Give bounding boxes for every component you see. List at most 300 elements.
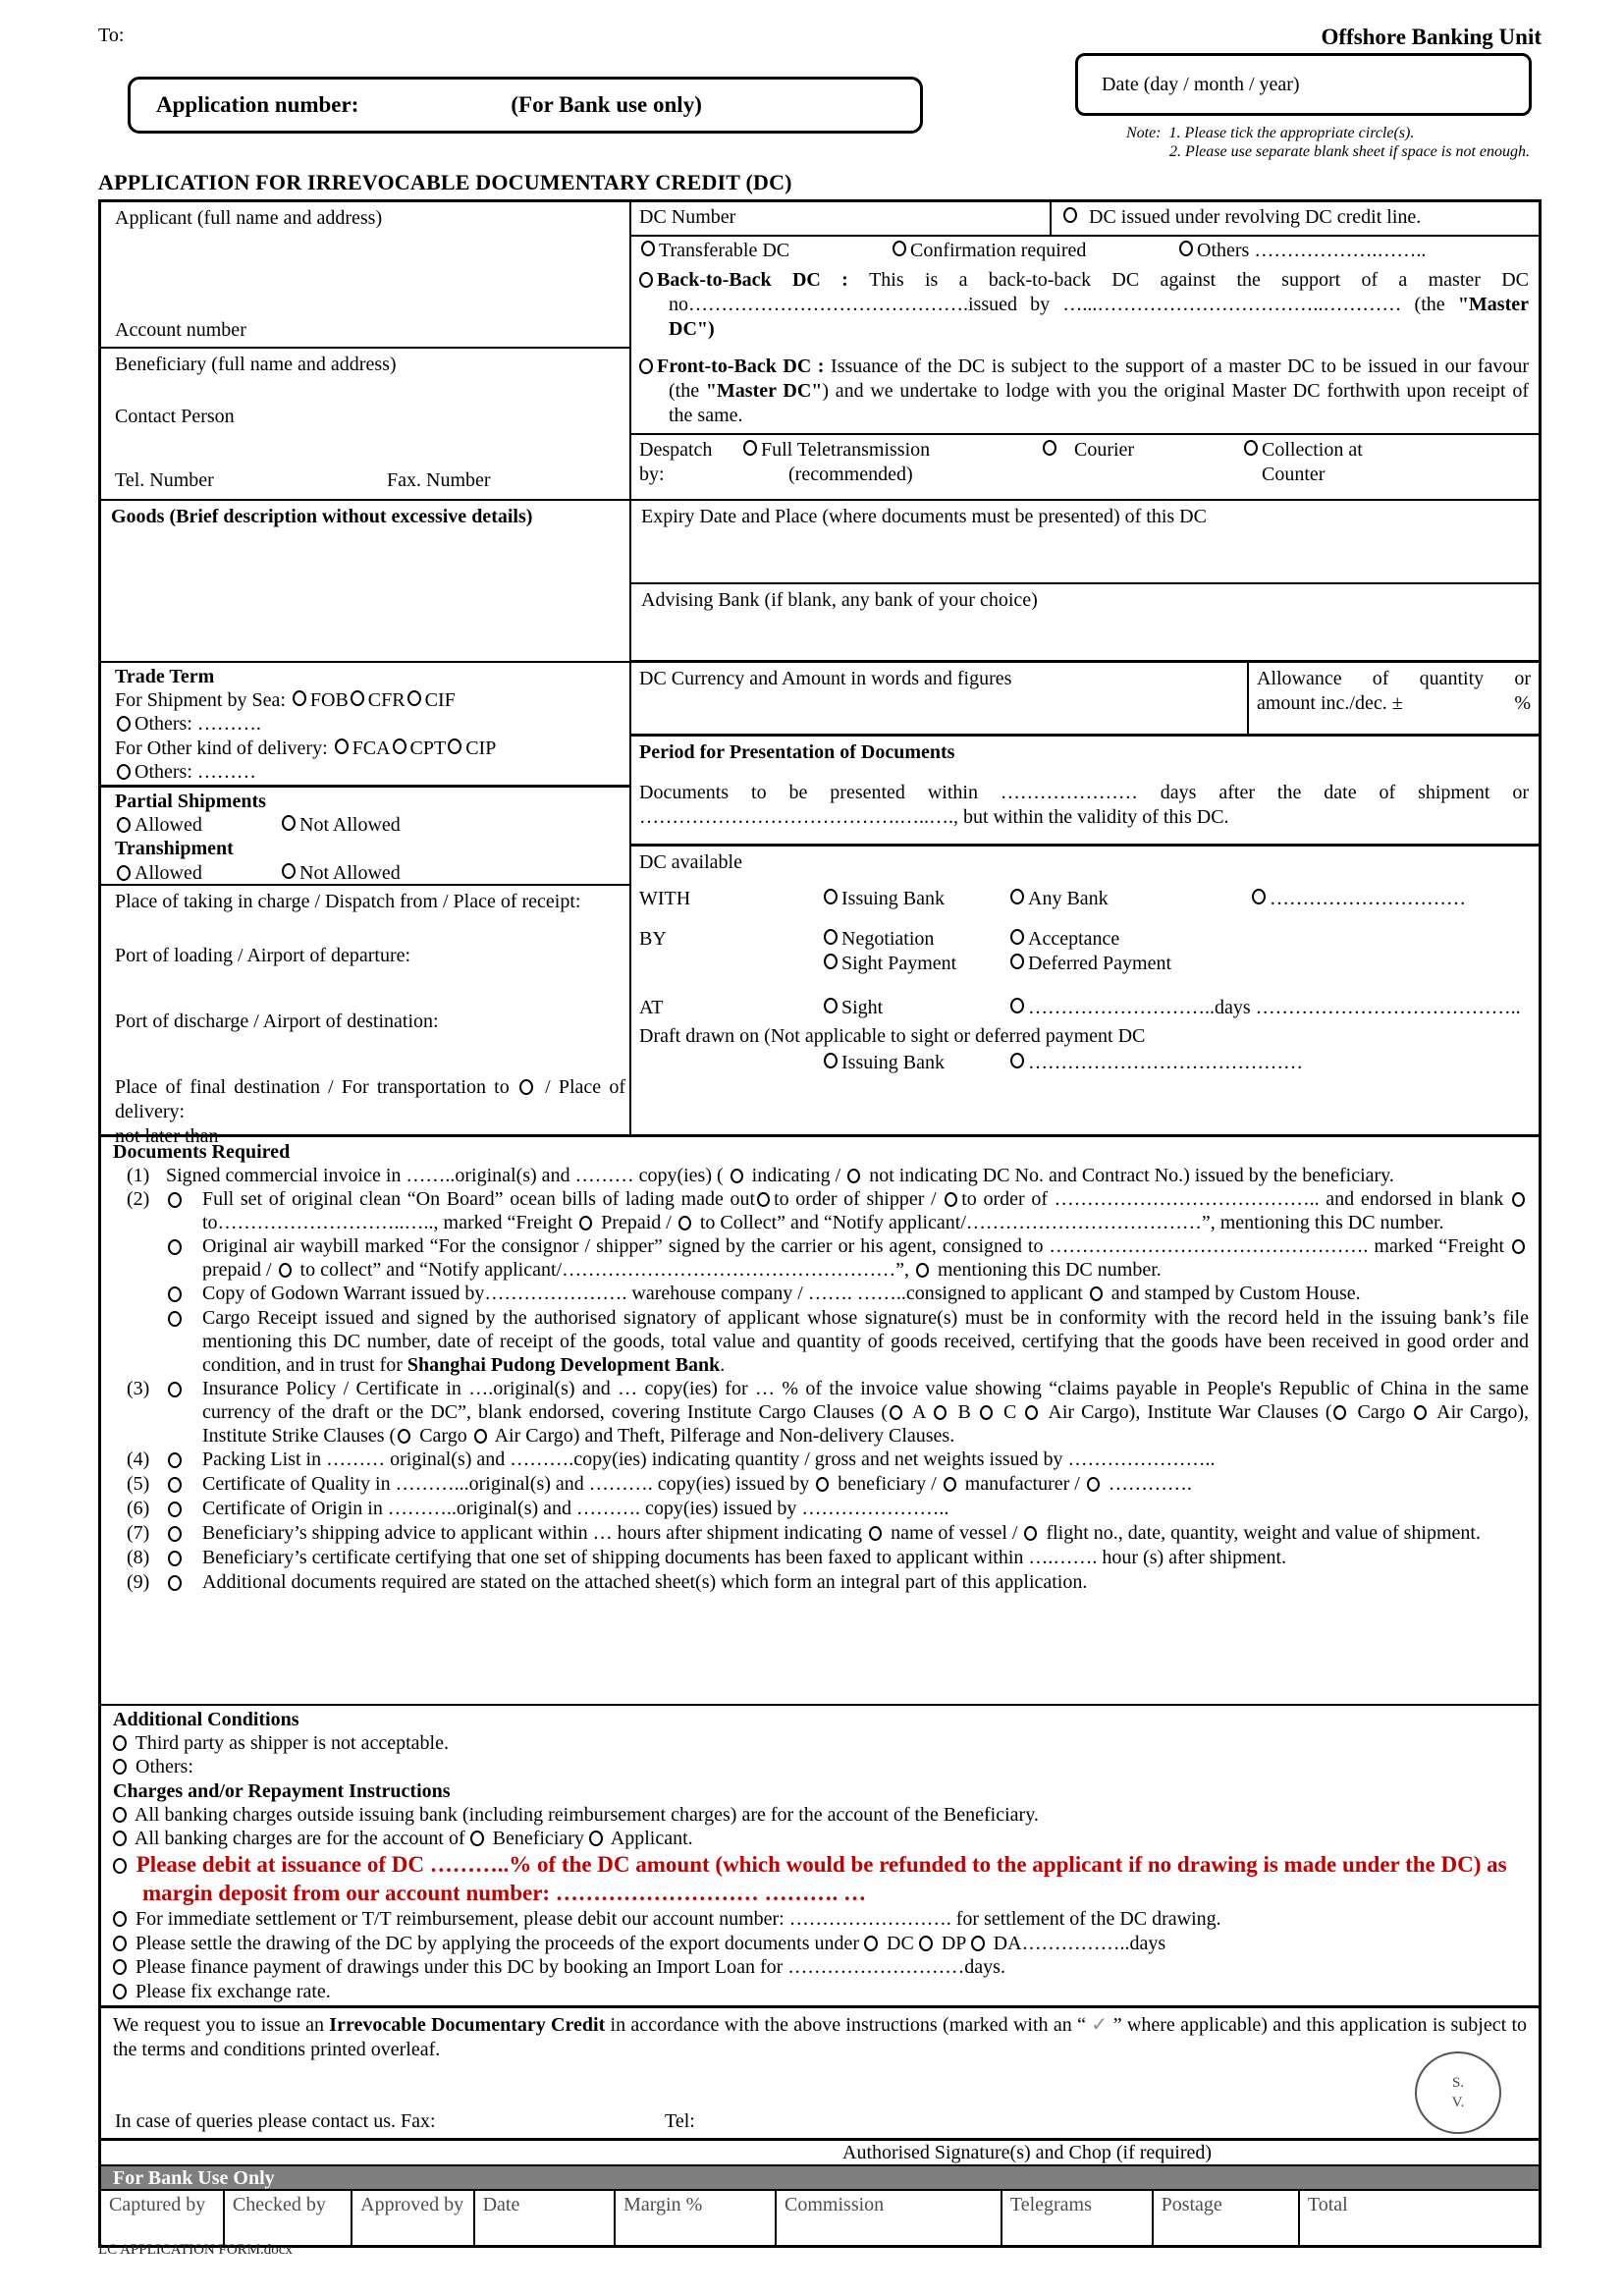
doc-item-circle[interactable] xyxy=(166,1546,202,1570)
text-segment: Please debit at issuance of DC ………..% of the DC amount (which would be refunded to the applicant if no drawing is made under the DC) as margin deposit from our account number: ……………………… ………. … xyxy=(131,1851,1507,1905)
dc-number-field[interactable]: DC Number xyxy=(631,202,1052,235)
tick-circle-icon[interactable] xyxy=(113,1936,127,1951)
option-by-deferred-payment[interactable] xyxy=(1008,952,1171,976)
other-delivery-row xyxy=(115,737,622,760)
period-title: Period for Presentation of Documents xyxy=(639,740,955,763)
doc-item-number: (6) xyxy=(127,1497,150,1519)
places-cell[interactable] xyxy=(101,886,629,1147)
fax-number-label: Fax. Number xyxy=(387,468,491,491)
tick-circle-icon[interactable] xyxy=(1043,440,1056,456)
tick-circle-icon[interactable] xyxy=(731,1169,743,1183)
tick-circle-icon[interactable] xyxy=(168,1477,182,1493)
tick-circle-icon[interactable] xyxy=(168,1526,182,1542)
text-segment: Applicant. xyxy=(606,1828,693,1850)
option-label: Not Allowed xyxy=(299,813,401,836)
tick-circle-icon[interactable] xyxy=(113,1959,127,1975)
tick-circle-icon[interactable] xyxy=(117,817,131,833)
draft-options-row xyxy=(822,1051,1529,1075)
additional-conditions-title: Additional Conditions xyxy=(113,1708,299,1730)
tick-circle-icon[interactable] xyxy=(1252,889,1266,904)
middle-right-column xyxy=(631,501,1539,1134)
text-segment: flight no., date, quantity, weight and value of shipment. xyxy=(1041,1521,1481,1544)
contact-tel-label[interactable]: Tel: xyxy=(665,2109,695,2132)
doc-item-circle[interactable] xyxy=(166,1234,202,1259)
bank-col-approved-by[interactable]: Approved by xyxy=(352,2191,474,2245)
documents-required-section xyxy=(101,1134,1539,1704)
option-label: ………………………..days ………………………………….. xyxy=(1028,996,1521,1018)
by-column-1 xyxy=(822,927,1008,976)
option-margin-deposit[interactable] xyxy=(113,1851,1529,1908)
tick-circle-icon[interactable] xyxy=(971,1936,985,1951)
option-label xyxy=(761,438,930,487)
option-label: Negotiation xyxy=(841,927,935,950)
text-segment: Beneficiary xyxy=(487,1828,589,1850)
tick-circle-icon[interactable] xyxy=(1512,1192,1525,1207)
option-label: Confirmation required xyxy=(910,239,1087,261)
revolving-label: DC issued under revolving DC credit line. xyxy=(1089,205,1422,228)
tick-circle-icon[interactable] xyxy=(113,1759,127,1775)
tick-circle-icon[interactable] xyxy=(743,440,757,456)
trade-term-cell xyxy=(101,663,629,788)
bank-use-only-bar xyxy=(101,2164,1539,2189)
tick-circle-icon[interactable] xyxy=(398,1429,410,1444)
option-cfr[interactable] xyxy=(349,688,406,712)
tick-circle-icon[interactable] xyxy=(945,1192,957,1207)
tick-circle-icon[interactable] xyxy=(168,1551,182,1566)
doc-item-9 xyxy=(127,1570,1529,1595)
header-boxes xyxy=(98,57,1542,167)
trade-term-title: Trade Term xyxy=(115,665,215,687)
doc-item-godown xyxy=(127,1282,1529,1306)
option-with-any-bank[interactable] xyxy=(1008,887,1250,911)
doc-item-text xyxy=(202,1570,1529,1594)
tick-circle-icon[interactable] xyxy=(113,1984,127,1999)
text-segment: Copy of Godown Warrant issued by…………………. warehouse company / ……. ……..consigned to applicant xyxy=(202,1282,1088,1304)
currency-amount-cell[interactable] xyxy=(631,663,1249,734)
dc-flags-row xyxy=(631,237,1539,266)
option-fca[interactable] xyxy=(333,737,391,760)
option-cip[interactable] xyxy=(446,737,496,760)
tick-circle-icon[interactable] xyxy=(1244,440,1258,456)
option-label: Not Allowed xyxy=(299,861,401,884)
period-cell xyxy=(631,737,1539,847)
doc-item-text xyxy=(166,1164,1529,1187)
tick-circle-icon[interactable] xyxy=(168,1575,182,1591)
tick-circle-icon[interactable] xyxy=(117,865,131,881)
text-segment: DA……………..days xyxy=(988,1932,1166,1954)
text-segment: Insurance Policy / Certificate in ….original(s) and … copy(ies) for … % of the invoice value showing “claims payable in People's Republic of China in the same currency of the draft or the DC”, blank endorsed, covering Institute Cargo Clauses ( xyxy=(202,1377,1529,1423)
tick-circle-icon[interactable] xyxy=(757,1192,770,1207)
option-cpt[interactable] xyxy=(391,737,447,760)
back-to-back-paragraph xyxy=(631,266,1539,353)
text-segment: Signed commercial invoice in ……..original(s) and ……… copy(ies) ( xyxy=(166,1164,729,1186)
top-bar xyxy=(98,24,1542,57)
doc-item-circle[interactable] xyxy=(166,1570,202,1595)
note-label: Note: xyxy=(1125,125,1162,141)
text-segment: DP xyxy=(936,1932,971,1954)
tick-circle-icon[interactable] xyxy=(113,1735,127,1751)
goods-cell[interactable] xyxy=(101,501,629,663)
text-segment: Cargo Receipt issued and signed by the authorised signatory of applicant whose signature(s) must be in conformity with the record held in the issuing bank’s file mentioning this DC number, date of receipt of the goods, total value and quantity of goods received, certifying that the goods have been received in good order and condition, and in trust for xyxy=(202,1306,1529,1376)
option-partial-not-allowed[interactable] xyxy=(280,813,401,837)
option-courier[interactable] xyxy=(1041,438,1242,499)
tick-circle-icon[interactable] xyxy=(1179,241,1193,256)
tick-circle-icon[interactable] xyxy=(1063,207,1077,223)
text-segment: Shanghai Pudong Development Bank xyxy=(406,1353,721,1376)
option-fix-exchange-rate[interactable] xyxy=(113,1980,1529,2003)
option-label: CIF xyxy=(424,688,456,711)
tick-circle-icon[interactable] xyxy=(335,738,349,754)
option-at-sight[interactable] xyxy=(822,996,1008,1020)
tick-circle-icon[interactable] xyxy=(519,1079,533,1095)
top-left-column xyxy=(101,202,631,499)
sv-stamp-circle xyxy=(1415,2051,1501,2134)
at-row xyxy=(639,996,1529,1020)
tick-circle-icon[interactable] xyxy=(824,998,838,1013)
tick-circle-icon[interactable] xyxy=(919,1936,933,1951)
doc-item-6 xyxy=(127,1497,1529,1521)
text-segment: Third party as shipper is not acceptable. xyxy=(131,1731,449,1754)
doc-item-text xyxy=(202,1234,1529,1282)
doc-item-circle[interactable] xyxy=(166,1187,202,1212)
expiry-cell[interactable] xyxy=(631,501,1539,584)
option-label: CPT xyxy=(409,737,447,759)
text-segment: This is a back-to-back DC against the support of a master DC no…………………………………….issued by …...……………………………..………… (the xyxy=(669,268,1529,315)
tick-circle-icon[interactable] xyxy=(448,738,461,754)
tick-circle-icon[interactable] xyxy=(1010,998,1024,1013)
request-paragraph xyxy=(113,2013,1527,2062)
tick-circle-icon[interactable] xyxy=(639,358,653,374)
draft-drawn-label: Draft drawn on (Not applicable to sight or deferred payment DC xyxy=(639,1024,1146,1047)
option-others-condition[interactable] xyxy=(113,1755,1529,1778)
doc-item-text xyxy=(202,1546,1529,1569)
date-label: Date (day / month / year) xyxy=(1102,73,1300,95)
contact-fax-label[interactable]: In case of queries please contact us. Fax: xyxy=(115,2109,436,2132)
text-segment: mentioning this DC number. xyxy=(932,1258,1162,1281)
doc-item-circle[interactable] xyxy=(166,1521,202,1546)
tick-circle-icon[interactable] xyxy=(407,690,421,706)
bank-col-captured-by[interactable]: Captured by xyxy=(101,2191,225,2245)
bank-col-telegrams[interactable]: Telegrams xyxy=(1002,2191,1154,2245)
tick-circle-icon[interactable] xyxy=(168,1502,182,1517)
tick-circle-icon[interactable] xyxy=(117,716,131,732)
option-full-teletransmission[interactable] xyxy=(741,438,1041,499)
by-label: BY xyxy=(639,927,667,950)
revolving-option[interactable] xyxy=(1052,202,1539,235)
text-segment: Air Cargo) and Theft, Pilferage and Non-delivery Clauses. xyxy=(490,1424,955,1447)
option-transferable-dc[interactable] xyxy=(639,239,891,266)
text-segment: Cargo xyxy=(1350,1400,1413,1423)
top-right-column xyxy=(631,202,1539,499)
to-label: To: xyxy=(98,25,125,46)
tick-circle-icon[interactable] xyxy=(944,1477,956,1492)
currency-label: DC Currency and Amount in words and figures xyxy=(639,667,1012,689)
allowance-line1: Allowance of quantity or xyxy=(1257,667,1531,689)
option-at-days[interactable] xyxy=(1008,996,1521,1020)
option-confirmation-required[interactable] xyxy=(891,239,1177,266)
account-number-label: Account number xyxy=(115,318,246,341)
option-draft-issuing-bank[interactable] xyxy=(822,1051,1008,1075)
bank-col-total[interactable]: Total xyxy=(1307,2193,1348,2215)
applicant-cell[interactable] xyxy=(101,202,629,349)
doc-item-circle[interactable] xyxy=(166,1448,202,1472)
tick-circle-icon[interactable] xyxy=(1025,1405,1038,1420)
text-segment: to collect” and “Notify applicant/……………………………………………”, xyxy=(295,1258,914,1281)
tick-circle-icon[interactable] xyxy=(916,1263,929,1278)
option-label: Acceptance xyxy=(1028,927,1120,950)
tick-circle-icon[interactable] xyxy=(168,1452,182,1468)
tick-circle-icon[interactable] xyxy=(117,764,131,780)
option-import-loan[interactable] xyxy=(113,1955,1529,1979)
date-box[interactable] xyxy=(1075,53,1532,116)
tick-circle-icon[interactable] xyxy=(470,1831,484,1846)
tick-circle-icon[interactable] xyxy=(893,241,906,256)
dc-available-title: DC available xyxy=(639,850,742,873)
partial-shipments-title: Partial Shipments xyxy=(115,790,266,812)
tick-circle-icon[interactable] xyxy=(824,954,838,969)
despatch-label-line2: by: xyxy=(639,463,665,485)
doc-item-circle[interactable] xyxy=(166,1497,202,1521)
despatch-label-line1: Despatch xyxy=(639,438,713,461)
tick-circle-icon[interactable] xyxy=(1414,1405,1427,1420)
text-segment: All banking charges outside issuing bank (including reimbursement charges) are for the account of the Beneficiary. xyxy=(131,1804,1039,1827)
tick-circle-icon[interactable] xyxy=(639,272,653,288)
doc-item-4 xyxy=(127,1448,1529,1472)
tick-circle-icon[interactable] xyxy=(641,241,655,256)
tick-circle-icon[interactable] xyxy=(816,1477,829,1492)
text-segment: Packing List in ……… original(s) and ……….copy(ies) indicating quantity / gross and net weights issued by ………………….. xyxy=(202,1448,1216,1470)
doc-item-text xyxy=(202,1472,1529,1496)
option-charges-outside[interactable] xyxy=(113,1803,1529,1827)
doc-item-number: (2) xyxy=(127,1187,150,1210)
tick-circle-icon[interactable] xyxy=(474,1429,487,1444)
doc-item-circle[interactable] xyxy=(166,1282,202,1306)
doc-item-text xyxy=(202,1306,1529,1377)
bank-col-postage[interactable]: Postage xyxy=(1154,2191,1300,2245)
text-segment: name of vessel / xyxy=(886,1521,1023,1544)
option-label-line2: Counter xyxy=(1262,463,1326,485)
text-segment: in accordance with the above instructions (marked with an “ xyxy=(605,2013,1092,2036)
option-by-sight-payment[interactable] xyxy=(822,952,1008,976)
text-segment: C xyxy=(996,1400,1024,1423)
note-line-2 xyxy=(1169,142,1530,161)
text-segment: Prepaid / xyxy=(596,1211,677,1233)
option-label: ………………………… xyxy=(1270,887,1466,909)
tick-circle-icon[interactable] xyxy=(113,1807,127,1823)
option-with-other[interactable] xyxy=(1250,887,1466,911)
text-segment: Certificate of Origin in ………..original(s) and ………. copy(ies) issued by ………………….. xyxy=(202,1497,949,1519)
option-cif[interactable] xyxy=(406,688,456,712)
option-tranship-allowed[interactable] xyxy=(115,861,280,885)
tick-circle-icon[interactable] xyxy=(1010,889,1024,904)
tick-circle-icon[interactable] xyxy=(847,1169,860,1183)
tick-circle-icon[interactable] xyxy=(824,929,838,945)
text-segment: Please settle the drawing of the DC by applying the proceeds of the export documents under xyxy=(131,1932,865,1954)
other-delivery-label: For Other kind of delivery: xyxy=(115,737,333,759)
tick-circle-icon[interactable] xyxy=(282,815,296,831)
doc-item-8 xyxy=(127,1546,1529,1570)
text-segment: Certificate of Quality in ………...original(s) and ………. copy(ies) issued by xyxy=(202,1472,815,1495)
option-label: Sight xyxy=(841,996,884,1018)
text-segment: "Master DC" xyxy=(705,379,823,402)
tick-circle-icon[interactable] xyxy=(1090,1286,1103,1301)
option-by-negotiation[interactable] xyxy=(822,927,1008,952)
option-charges-account[interactable] xyxy=(113,1827,1529,1850)
option-label: Issuing Bank xyxy=(841,1051,945,1073)
tick-circle-icon[interactable] xyxy=(168,1382,182,1397)
text-segment: Please finance payment of drawings under this DC by booking an Import Loan for ………………………days. xyxy=(131,1956,1005,1979)
advising-bank-cell[interactable] xyxy=(631,584,1539,663)
option-label: CFR xyxy=(367,688,406,711)
tick-circle-icon[interactable] xyxy=(168,1192,182,1208)
text-segment: / Place of delivery: xyxy=(115,1075,625,1122)
text-segment: Air Cargo), Institute Strike Clauses ( xyxy=(202,1400,1530,1447)
text-segment: indicating / xyxy=(746,1164,846,1186)
tick-circle-icon[interactable] xyxy=(589,1831,603,1846)
allowance-cell[interactable] xyxy=(1249,663,1539,734)
partial-options-row xyxy=(115,813,622,837)
option-label-line1: Collection at xyxy=(1262,438,1363,461)
text-segment: Front-to-Back DC : xyxy=(657,355,825,377)
dc-available-cell xyxy=(631,847,1539,1134)
doc-item-5 xyxy=(127,1472,1529,1497)
tick-circle-icon[interactable] xyxy=(1010,954,1024,969)
by-row xyxy=(639,927,1529,976)
option-label: FCA xyxy=(352,737,391,759)
tick-circle-icon[interactable] xyxy=(678,1216,691,1230)
file-name-footer: LC APPLICATION FORM.docx xyxy=(98,2242,293,2258)
tick-circle-icon[interactable] xyxy=(824,889,838,904)
tick-circle-icon[interactable] xyxy=(1333,1405,1346,1420)
option-label: Courier xyxy=(1074,438,1135,461)
doc-item-circle[interactable] xyxy=(166,1306,202,1331)
tick-circle-icon[interactable] xyxy=(864,1936,878,1951)
option-others[interactable] xyxy=(1177,239,1426,266)
other-others-row[interactable] xyxy=(115,760,622,784)
tick-circle-icon[interactable] xyxy=(393,738,406,754)
text-segment: to Collect” and “Notify applicant/………………………………”, mentioning this DC number. xyxy=(694,1211,1444,1233)
option-with-issuing-bank[interactable] xyxy=(822,887,1008,911)
option-label: CIP xyxy=(465,737,497,759)
tick-circle-icon[interactable] xyxy=(1010,929,1024,945)
option-tranship-not-allowed[interactable] xyxy=(280,861,401,885)
contact-line xyxy=(115,2109,1293,2134)
offshore-banking-unit-title: Offshore Banking Unit xyxy=(1321,25,1542,49)
bank-col-date[interactable]: Date xyxy=(475,2191,616,2245)
tick-circle-icon[interactable] xyxy=(1010,1053,1024,1068)
text-segment: Air Cargo), Institute War Clauses ( xyxy=(1042,1400,1332,1423)
option-by-acceptance[interactable] xyxy=(1008,927,1171,952)
tick-circle-icon[interactable] xyxy=(113,1858,127,1874)
bank-col-checked-by[interactable]: Checked by xyxy=(225,2191,352,2245)
sea-others-row[interactable] xyxy=(115,712,622,736)
text-segment: beneficiary / xyxy=(833,1472,942,1495)
front-to-back-paragraph xyxy=(631,353,1539,433)
middle-left-column xyxy=(101,501,631,1147)
tick-circle-icon[interactable] xyxy=(1512,1239,1525,1254)
option-third-party[interactable] xyxy=(113,1731,1529,1755)
tick-circle-icon[interactable] xyxy=(282,863,296,879)
tick-circle-icon[interactable] xyxy=(824,1053,838,1068)
authorised-signature-label: Authorised Signature(s) and Chop (if required) xyxy=(842,2141,1213,2163)
tick-circle-icon[interactable] xyxy=(980,1405,993,1420)
charges-title: Charges and/or Repayment Instructions xyxy=(113,1779,451,1802)
option-collection-at-counter[interactable] xyxy=(1242,438,1363,499)
option-label: Any Bank xyxy=(1028,887,1109,909)
doc-item-number: (8) xyxy=(127,1546,150,1568)
option-draft-other[interactable] xyxy=(1008,1051,1303,1075)
tick-circle-icon[interactable] xyxy=(869,1526,882,1541)
option-fob[interactable] xyxy=(291,688,349,712)
doc-item-text xyxy=(202,1521,1529,1545)
doc-item-number: (3) xyxy=(127,1377,150,1399)
port-of-discharge-label: Port of discharge / Airport of destination: xyxy=(115,1010,439,1032)
option-partial-allowed[interactable] xyxy=(115,813,280,837)
main-form xyxy=(98,199,1542,2248)
option-label-line2: (recommended) xyxy=(788,463,913,485)
text-segment: Beneficiary’s certificate certifying that one set of shipping documents has been faxed to applicant within ….……. hour (s) after shipment. xyxy=(202,1546,1287,1568)
tick-circle-icon[interactable] xyxy=(113,1911,127,1927)
tick-circle-icon[interactable] xyxy=(293,690,306,706)
text-segment: ✓ xyxy=(1091,2013,1109,2036)
tick-circle-icon[interactable] xyxy=(579,1216,592,1230)
doc-item-number: (4) xyxy=(127,1448,150,1470)
form-content xyxy=(98,24,1542,2248)
tick-circle-icon[interactable] xyxy=(168,1239,182,1255)
with-row xyxy=(639,887,1529,911)
text-segment: We request you to issue an xyxy=(113,2013,330,2036)
doc-item-circle[interactable] xyxy=(166,1377,202,1401)
text-segment: not indicating DC No. and Contract No.) issued by the beneficiary. xyxy=(864,1164,1394,1186)
tick-circle-icon[interactable] xyxy=(168,1311,182,1327)
allowance-line2 xyxy=(1257,691,1531,716)
tick-circle-icon[interactable] xyxy=(890,1405,902,1420)
doc-item-number: (5) xyxy=(127,1472,150,1495)
doc-item-circle[interactable] xyxy=(166,1472,202,1497)
port-of-loading-label: Port of loading / Airport of departure: xyxy=(115,944,411,966)
signature-row[interactable] xyxy=(101,2138,1539,2164)
bank-col-margin[interactable]: Margin % xyxy=(616,2191,777,2245)
tick-circle-icon[interactable] xyxy=(1024,1526,1037,1541)
tick-circle-icon[interactable] xyxy=(934,1405,947,1420)
option-immediate-settlement[interactable] xyxy=(113,1907,1529,1931)
doc-item-text xyxy=(202,1448,1529,1471)
text-segment: Others: xyxy=(131,1756,193,1778)
text-segment: manufacturer / xyxy=(959,1472,1085,1495)
text-segment: All banking charges are for the account of xyxy=(131,1828,470,1850)
note-line-1 xyxy=(1126,124,1530,142)
note-1-text: 1. Please tick the appropriate circle(s). xyxy=(1168,125,1415,141)
tel-fax-row xyxy=(115,468,622,495)
bank-col-commission[interactable]: Commission xyxy=(777,2191,1002,2245)
option-label: Issuing Bank xyxy=(841,887,945,909)
tick-circle-icon[interactable] xyxy=(168,1286,182,1302)
beneficiary-cell[interactable] xyxy=(101,349,629,499)
tick-circle-icon[interactable] xyxy=(113,1831,127,1846)
option-label: …………………………………… xyxy=(1028,1051,1303,1073)
tick-circle-icon[interactable] xyxy=(351,690,364,706)
tick-circle-icon[interactable] xyxy=(1087,1477,1100,1492)
stamp-v-label: V. xyxy=(1451,2094,1465,2110)
option-label: Others: ………. xyxy=(135,713,261,736)
tick-circle-icon[interactable] xyxy=(279,1263,292,1278)
form-title: APPLICATION FOR IRREVOCABLE DOCUMENTARY CREDIT (DC) xyxy=(98,170,792,194)
doc-item-cargo-receipt xyxy=(127,1306,1529,1377)
text-segment: to order of ………………………………….. and endorsed in blank xyxy=(961,1187,1510,1210)
application-number-box[interactable] xyxy=(128,77,923,134)
text-segment: Original air waybill marked “For the consignor / shipper” signed by the carrier or his agent, consigned to …………………………………………. marked “Freight xyxy=(202,1234,1510,1257)
option-settle-drawing[interactable] xyxy=(113,1932,1529,1955)
